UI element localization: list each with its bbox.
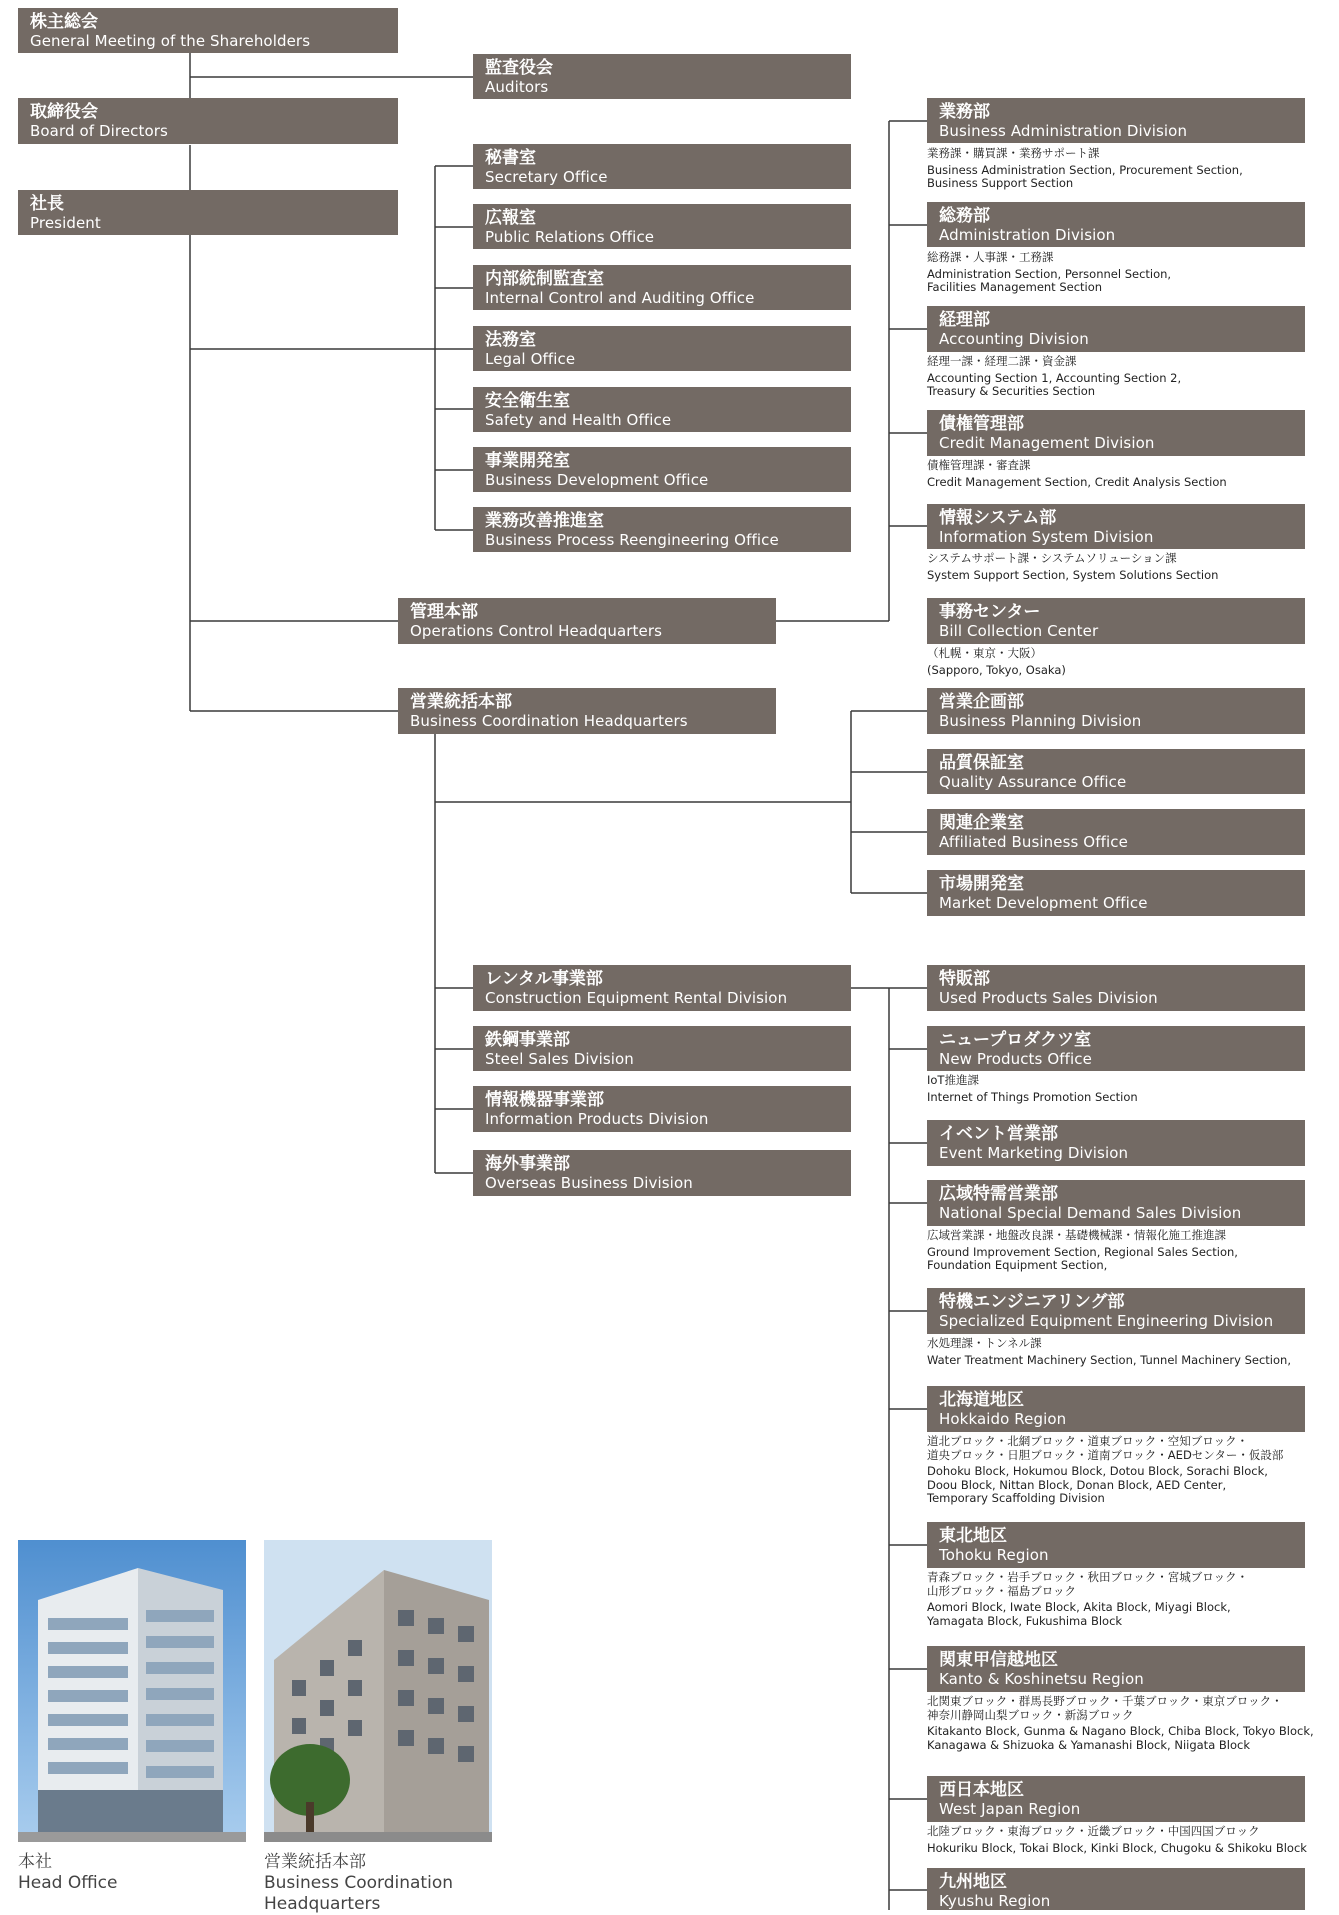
box-internal-control-office bbox=[473, 265, 851, 310]
box-credit-management-division bbox=[927, 410, 1305, 456]
box-label-en: Public Relations Office bbox=[485, 228, 655, 246]
box-label-en: Auditors bbox=[485, 78, 549, 96]
box-national-special-demand-division bbox=[927, 1180, 1305, 1226]
box-label-en: Business Process Reengineering Office bbox=[485, 531, 779, 549]
box-label-jp: 業務部 bbox=[939, 102, 990, 122]
box-label-en: Kyushu Region bbox=[939, 1892, 1051, 1910]
box-label-en: Bill Collection Center bbox=[939, 622, 1099, 640]
section-text: 道央ブロック・日胆ブロック・道南ブロック・AEDセンター・仮設部 bbox=[927, 1447, 1284, 1462]
caption-en-line2: Headquarters bbox=[264, 1894, 381, 1914]
box-board-of-directors bbox=[18, 98, 398, 144]
box-business-coordination-hq bbox=[398, 688, 776, 734]
division-sections bbox=[927, 147, 1243, 191]
box-label-en: West Japan Region bbox=[939, 1800, 1081, 1818]
division-sections bbox=[927, 251, 1171, 295]
box-kyushu-region bbox=[927, 1868, 1305, 1910]
section-text: Doou Block, Nittan Block, Donan Block, AED Center, bbox=[927, 1477, 1227, 1492]
box-label-jp: 債権管理部 bbox=[939, 414, 1024, 434]
business-coordination-hq-photo bbox=[264, 1540, 492, 1842]
box-label-jp: 社長 bbox=[30, 194, 64, 214]
section-text: 広域営業課・地盤改良課・基礎機械課・情報化施工推進課 bbox=[927, 1228, 1226, 1242]
box-public-relations-office bbox=[473, 204, 851, 249]
section-text: Water Treatment Machinery Section, Tunnel Machinery Section, bbox=[927, 1352, 1291, 1367]
section-text: Accounting Section 1, Accounting Section 2, bbox=[927, 370, 1182, 385]
box-label-en: Information System Division bbox=[939, 528, 1154, 546]
caption-jp: 営業統括本部 bbox=[264, 1852, 366, 1872]
section-text: Foundation Equipment Section, bbox=[927, 1258, 1108, 1272]
division-sections bbox=[927, 1337, 1291, 1367]
division-sections bbox=[927, 552, 1218, 582]
division-sections bbox=[927, 459, 1227, 489]
head-office-caption bbox=[18, 1852, 117, 1894]
box-label-en: Business Planning Division bbox=[939, 712, 1142, 730]
section-text: 水処理課・トンネル課 bbox=[927, 1336, 1042, 1350]
box-label-jp: 業務改善推進室 bbox=[485, 511, 604, 531]
caption-en: Business Coordination bbox=[264, 1873, 454, 1893]
head-office-photo bbox=[18, 1540, 246, 1842]
box-label-en: Specialized Equipment Engineering Division bbox=[939, 1312, 1274, 1330]
section-text: 山形ブロック・福島ブロック bbox=[927, 1583, 1077, 1598]
box-label-jp: 安全衛生室 bbox=[485, 391, 570, 411]
section-text: 北関東ブロック・群馬長野ブロック・千葉ブロック・東京ブロック・ bbox=[927, 1694, 1283, 1708]
box-business-administration-division bbox=[927, 98, 1305, 143]
box-overseas-business-division bbox=[473, 1150, 851, 1196]
section-text: 経理一課・経理二課・資金課 bbox=[927, 354, 1077, 368]
box-label-jp: 総務部 bbox=[939, 206, 990, 226]
caption-en: Head Office bbox=[18, 1873, 118, 1893]
box-label-en: General Meeting of the Shareholders bbox=[30, 32, 311, 50]
box-legal-office bbox=[473, 326, 851, 371]
box-label-jp: 取締役会 bbox=[30, 102, 98, 122]
caption-jp: 本社 bbox=[18, 1852, 52, 1872]
section-text: Kitakanto Block, Gunma & Nagano Block, Chiba Block, Tokyo Block, bbox=[927, 1724, 1314, 1738]
box-label-en: Accounting Division bbox=[939, 330, 1089, 348]
box-label-en: Market Development Office bbox=[939, 894, 1148, 912]
box-label-jp: 法務室 bbox=[485, 330, 536, 350]
box-label-en: Business Development Office bbox=[485, 471, 709, 489]
box-label-jp: 内部統制監査室 bbox=[485, 269, 604, 289]
section-text: Business Support Section bbox=[927, 176, 1074, 190]
box-safety-health-office bbox=[473, 387, 851, 432]
box-label-jp: 品質保証室 bbox=[939, 753, 1024, 773]
division-sections bbox=[927, 1074, 1138, 1104]
box-label-jp: 管理本部 bbox=[410, 602, 478, 622]
box-label-en: Overseas Business Division bbox=[485, 1174, 693, 1192]
section-text: Business Administration Section, Procurement Section, bbox=[927, 162, 1243, 177]
division-sections bbox=[927, 355, 1181, 399]
box-label-en: New Products Office bbox=[939, 1050, 1092, 1068]
box-president bbox=[18, 190, 398, 235]
section-text: System Support Section, System Solutions Section bbox=[927, 567, 1219, 582]
box-new-products-office bbox=[927, 1026, 1305, 1071]
box-specialized-equipment-division bbox=[927, 1288, 1305, 1334]
box-label-jp: 広報室 bbox=[485, 208, 536, 228]
section-text: 業務課・購買課・業務サポート課 bbox=[927, 146, 1100, 160]
box-quality-assurance-office bbox=[927, 749, 1305, 794]
box-label-jp: 関東甲信越地区 bbox=[939, 1650, 1058, 1670]
section-text: Facilities Management Section bbox=[927, 280, 1103, 294]
box-label-jp: 海外事業部 bbox=[485, 1154, 570, 1174]
section-text: Internet of Things Promotion Section bbox=[927, 1089, 1138, 1104]
box-label-jp: 鉄鋼事業部 bbox=[485, 1030, 570, 1050]
section-text: 青森ブロック・岩手ブロック・秋田ブロック・宮城ブロック・ bbox=[927, 1570, 1249, 1584]
box-label-jp: 監査役会 bbox=[485, 58, 553, 78]
box-label-en: Board of Directors bbox=[30, 122, 168, 140]
box-label-jp: ニュープロダクツ室 bbox=[939, 1030, 1092, 1050]
box-label-jp: 東北地区 bbox=[939, 1526, 1007, 1546]
box-label-en: Used Products Sales Division bbox=[939, 989, 1158, 1007]
section-text: Administration Section, Personnel Section, bbox=[927, 266, 1172, 281]
box-label-jp: 西日本地区 bbox=[939, 1780, 1024, 1800]
box-label-en: Administration Division bbox=[939, 226, 1116, 244]
section-text: 総務課・人事課・工務課 bbox=[927, 250, 1054, 264]
box-label-jp: 事業開発室 bbox=[485, 451, 570, 471]
box-label-jp: 事務センター bbox=[939, 602, 1041, 622]
box-label-en: Quality Assurance Office bbox=[939, 773, 1127, 791]
box-label-en: National Special Demand Sales Division bbox=[939, 1204, 1242, 1222]
section-text: Hokuriku Block, Tokai Block, Kinki Block, Chugoku & Shikoku Block bbox=[927, 1840, 1307, 1855]
box-label-jp: イベント営業部 bbox=[939, 1124, 1058, 1144]
division-sections bbox=[927, 1571, 1248, 1628]
box-label-jp: 秘書室 bbox=[485, 148, 536, 168]
box-label-jp: 株主総会 bbox=[30, 12, 98, 32]
section-text: Aomori Block, Iwate Block, Akita Block, Miyagi Block, bbox=[927, 1600, 1231, 1614]
box-information-system-division bbox=[927, 504, 1305, 549]
box-label-en: Affiliated Business Office bbox=[939, 833, 1128, 851]
box-label-en: Safety and Health Office bbox=[485, 411, 672, 429]
section-text: 債権管理課・審査課 bbox=[927, 458, 1031, 472]
section-text: 神奈川静岡山梨ブロック・新潟ブロック bbox=[927, 1707, 1134, 1722]
box-label-jp: 九州地区 bbox=[939, 1872, 1007, 1892]
box-administration-division bbox=[927, 202, 1305, 247]
box-label-jp: 特販部 bbox=[939, 969, 990, 989]
box-general-meeting bbox=[18, 8, 398, 53]
box-bill-collection-center bbox=[927, 598, 1305, 644]
box-label-jp: 北海道地区 bbox=[939, 1390, 1024, 1410]
division-sections bbox=[927, 1825, 1307, 1855]
box-label-en: Business Administration Division bbox=[939, 122, 1188, 140]
box-label-jp: 市場開発室 bbox=[939, 874, 1024, 894]
box-auditors bbox=[473, 54, 851, 99]
box-label-jp: 情報機器事業部 bbox=[485, 1090, 604, 1110]
box-label-en: Operations Control Headquarters bbox=[410, 622, 663, 640]
box-label-en: Business Coordination Headquarters bbox=[410, 712, 688, 730]
section-text: システムサポート課・システムソリューション課 bbox=[927, 551, 1177, 565]
box-tohoku-region bbox=[927, 1522, 1305, 1568]
box-business-development-office bbox=[473, 447, 851, 492]
box-label-en: Construction Equipment Rental Division bbox=[485, 989, 788, 1007]
box-label-en: Secretary Office bbox=[485, 168, 608, 186]
box-label-en: Event Marketing Division bbox=[939, 1144, 1129, 1162]
business-coordination-hq-caption bbox=[264, 1852, 453, 1915]
section-text: 道北ブロック・北網ブロック・道東ブロック・空知ブロック・ bbox=[927, 1434, 1249, 1448]
section-text: Credit Management Section, Credit Analysis Section bbox=[927, 474, 1227, 489]
section-text: Kanagawa & Shizuoka & Yamanashi Block, Niigata Block bbox=[927, 1737, 1250, 1752]
division-sections bbox=[927, 1695, 1314, 1752]
box-label-en: Information Products Division bbox=[485, 1110, 709, 1128]
box-label-en: Kanto & Koshinetsu Region bbox=[939, 1670, 1144, 1688]
box-label-en: Hokkaido Region bbox=[939, 1410, 1067, 1428]
section-text: 北陸ブロック・東海ブロック・近畿ブロック・中国四国ブロック bbox=[927, 1824, 1260, 1838]
box-label-jp: 営業統括本部 bbox=[410, 692, 512, 712]
box-label-jp: 関連企業室 bbox=[939, 813, 1024, 833]
box-label-jp: 特機エンジニアリング部 bbox=[939, 1292, 1125, 1312]
box-label-jp: 情報システム部 bbox=[939, 508, 1057, 528]
box-label-jp: 広域特需営業部 bbox=[939, 1184, 1058, 1204]
box-west-japan-region bbox=[927, 1776, 1305, 1822]
box-steel-sales-division bbox=[473, 1026, 851, 1071]
box-event-marketing-division bbox=[927, 1120, 1305, 1166]
box-hokkaido-region bbox=[927, 1386, 1305, 1432]
box-label-en: Tohoku Region bbox=[939, 1546, 1049, 1564]
box-market-development-office bbox=[927, 870, 1305, 916]
box-label-en: Legal Office bbox=[485, 350, 576, 368]
box-label-jp: レンタル事業部 bbox=[485, 969, 603, 989]
section-text: (Sapporo, Tokyo, Osaka) bbox=[927, 662, 1066, 677]
box-kanto-koshinetsu-region bbox=[927, 1646, 1305, 1692]
box-accounting-division bbox=[927, 306, 1305, 352]
box-information-products-division bbox=[473, 1086, 851, 1132]
box-bpr-office bbox=[473, 507, 851, 552]
section-text: （札幌・東京・大阪） bbox=[927, 646, 1042, 660]
box-label-en: President bbox=[30, 214, 101, 232]
box-operations-control-hq bbox=[398, 598, 776, 644]
section-text: IoT推進課 bbox=[927, 1073, 979, 1087]
box-secretary-office bbox=[473, 144, 851, 189]
box-affiliated-business-office bbox=[927, 809, 1305, 855]
division-sections bbox=[927, 1229, 1238, 1273]
division-sections bbox=[927, 1435, 1283, 1506]
box-label-en: Steel Sales Division bbox=[485, 1050, 634, 1068]
section-text: Temporary Scaffolding Division bbox=[927, 1491, 1105, 1505]
box-rental-division bbox=[473, 965, 851, 1011]
section-text: Treasury & Securities Section bbox=[927, 384, 1096, 398]
section-text: Dohoku Block, Hokumou Block, Dotou Block, Sorachi Block, bbox=[927, 1464, 1268, 1478]
division-sections bbox=[927, 647, 1066, 677]
box-label-jp: 経理部 bbox=[939, 310, 990, 330]
box-business-planning-division bbox=[927, 688, 1305, 734]
box-label-en: Internal Control and Auditing Office bbox=[485, 289, 755, 307]
box-label-jp: 営業企画部 bbox=[939, 692, 1024, 712]
section-text: Yamagata Block, Fukushima Block bbox=[927, 1613, 1123, 1628]
box-label-en: Credit Management Division bbox=[939, 434, 1155, 452]
section-text: Ground Improvement Section, Regional Sales Section, bbox=[927, 1244, 1238, 1259]
box-used-products-sales-division bbox=[927, 965, 1305, 1011]
